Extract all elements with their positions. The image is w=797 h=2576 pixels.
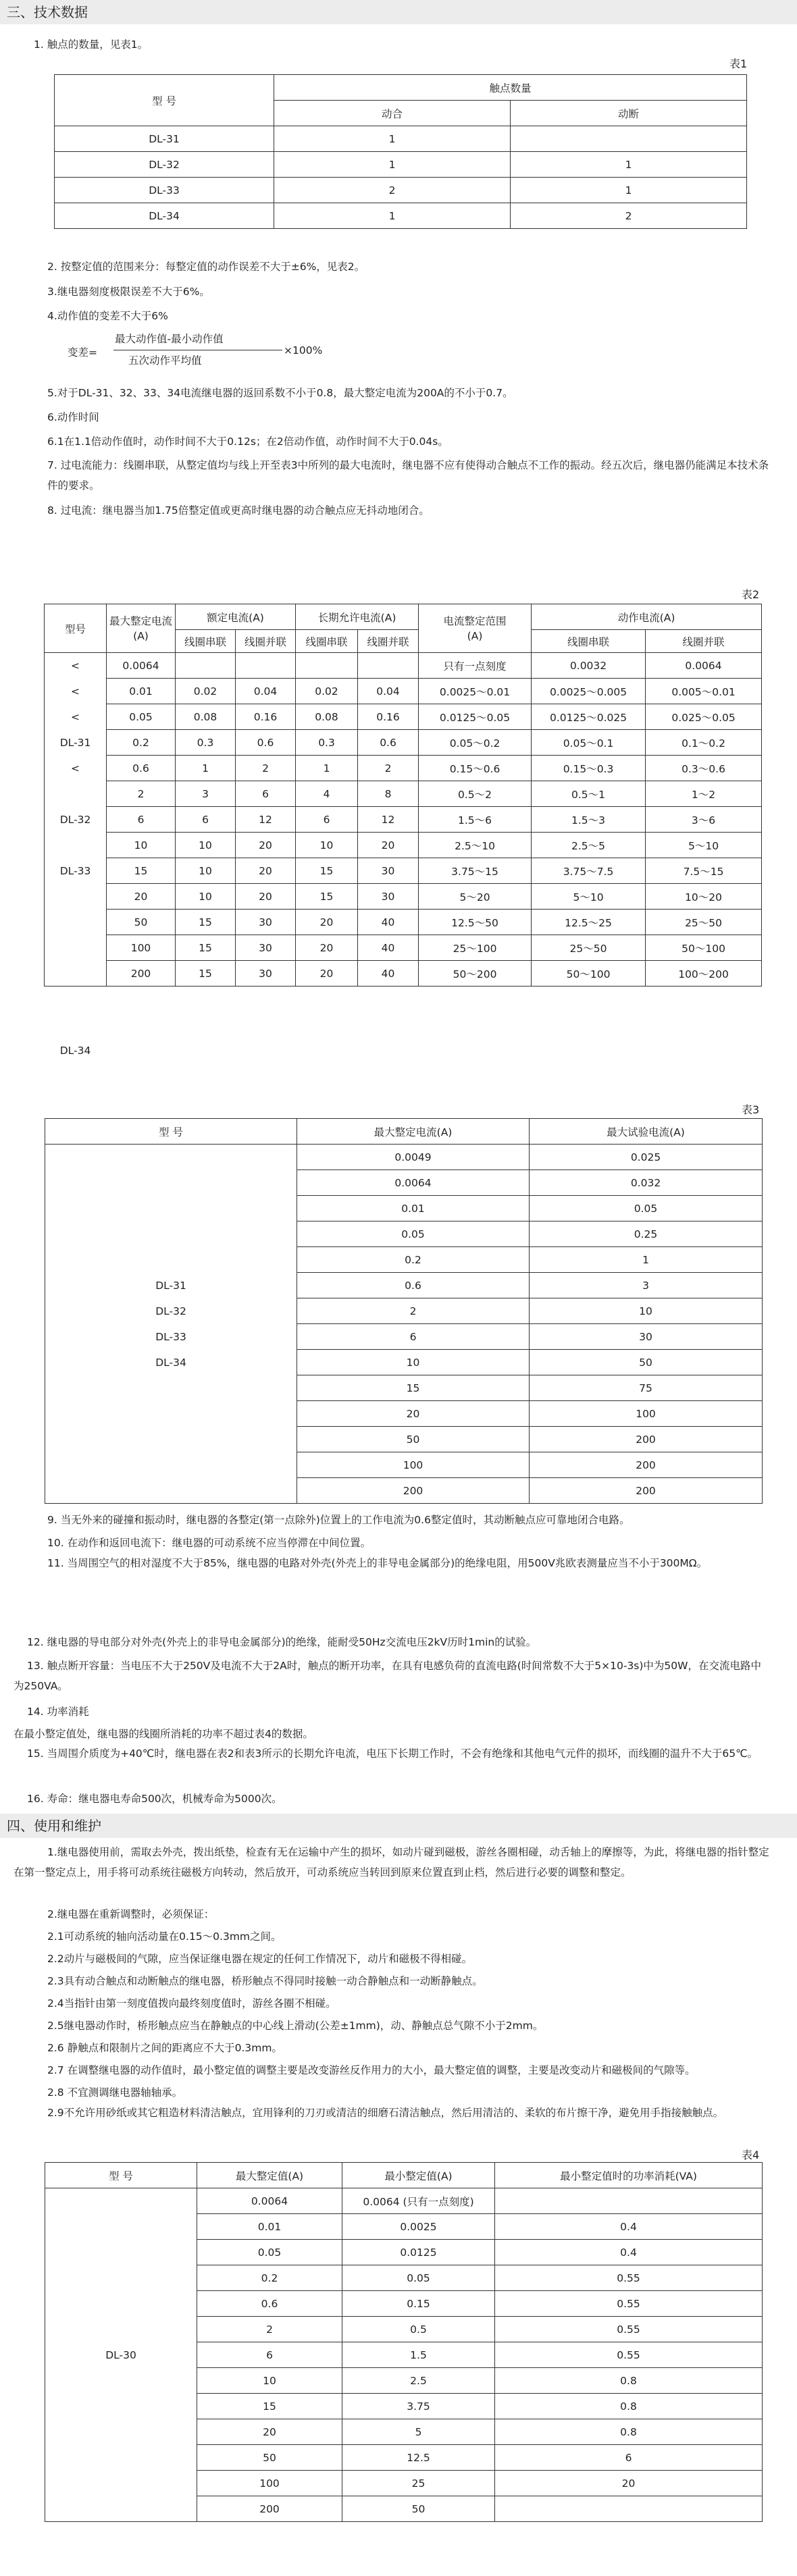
table-cell: 0.05 (197, 2240, 342, 2265)
table-cell: 1.5～6 (419, 807, 532, 833)
table-cell (296, 653, 358, 679)
table-cell: 0.01 (107, 679, 176, 704)
table-cell: DL-33 (55, 178, 274, 203)
table-cell: 2.5～10 (419, 833, 532, 858)
table2-header-rated-series: 线圈串联 (176, 630, 236, 653)
table-cell: 25 (342, 2471, 495, 2496)
table-cell: 25～100 (419, 935, 532, 961)
table3-caption: 表3 (742, 1103, 760, 1116)
table-cell: 200 (530, 1478, 763, 1504)
table-cell: 200 (297, 1478, 530, 1504)
table-cell: 0.02 (176, 679, 236, 704)
table-cell: 0.025～0.05 (646, 704, 762, 730)
table-cell: 2 (236, 756, 296, 781)
usage-item-2-8: 2.8 不宜测调继电器轴轴承。 (47, 2086, 183, 2099)
table-cell: 3.75～7.5 (532, 858, 646, 884)
table2-header-long-parallel: 线圈并联 (358, 630, 419, 653)
table-cell: 0.0049 (297, 1145, 530, 1170)
table3-header-max-test: 最大试验电流(A) (530, 1119, 763, 1145)
table3-model-label: DL-33 (155, 1330, 186, 1343)
usage-item-2-3: 2.3具有动合触点和动断触点的继电器，桥形触点不得同时接触一动合静触点和一动断静触点。 (47, 1975, 483, 1987)
table-cell: 0.6 (297, 1273, 530, 1298)
table2-header-model: 型号 (45, 604, 107, 653)
table-cell: 6 (236, 781, 296, 807)
table-cell: 20 (236, 884, 296, 910)
table-cell: 12.5～50 (419, 910, 532, 935)
table-cell (358, 653, 419, 679)
table-row (45, 910, 762, 935)
table3-model-label: DL-31 (155, 1279, 186, 1292)
table-cell: 0.0025～0.005 (532, 679, 646, 704)
table-cell: 0.005～0.01 (646, 679, 762, 704)
table3-model-label: DL-32 (155, 1305, 186, 1317)
table2-header-rated-parallel: 线圈并联 (236, 630, 296, 653)
table2-model-label: < (71, 660, 80, 672)
table-cell: 10～20 (646, 884, 762, 910)
table-cell: 0.0064 (只有一点刻度) (342, 2188, 495, 2214)
table-cell: 30 (236, 935, 296, 961)
table-cell: 5～20 (419, 884, 532, 910)
table-cell: 1 (530, 1247, 763, 1273)
table1-header-break: 动断 (511, 101, 747, 126)
table-cell: 5～10 (532, 884, 646, 910)
table-cell: 0.1～0.2 (646, 730, 762, 756)
table3-body (45, 1145, 763, 1504)
table-cell: 0.05～0.1 (532, 730, 646, 756)
table-cell: 20 (236, 833, 296, 858)
table-cell: 50 (197, 2445, 342, 2471)
table-cell: 6 (197, 2342, 342, 2368)
table-row (45, 833, 762, 858)
table1-header-contacts: 触点数量 (274, 75, 747, 101)
table-row (55, 203, 747, 229)
table-cell: 15 (176, 935, 236, 961)
table-cell: 0.55 (495, 2265, 763, 2291)
table2-model-label: DL-32 (59, 814, 91, 826)
table-cell: 200 (530, 1452, 763, 1478)
table-row (45, 704, 762, 730)
table-cell: 0.04 (358, 679, 419, 704)
table-cell: 10 (176, 858, 236, 884)
para-2: 2. 按整定值的范围来分：每整定值的动作误差不大于±6%，见表2。 (47, 261, 365, 273)
table-cell: 0.15～0.6 (419, 756, 532, 781)
table-cell: 12 (236, 807, 296, 833)
table-row (55, 152, 747, 178)
table-cell: 0.4 (495, 2240, 763, 2265)
table-cell: 100 (107, 935, 176, 961)
table-row (55, 126, 747, 152)
para-16: 16. 寿命：继电器电寿命500次，机械寿命为5000次。 (27, 1793, 282, 1805)
table-cell: 3～6 (646, 807, 762, 833)
table-cell: 15 (296, 884, 358, 910)
table-cell: 40 (358, 910, 419, 935)
para-6-1: 6.1在1.1倍动作值时，动作时间不大于0.12s；在2倍动作值，动作时间不大于0.04s。 (47, 436, 448, 448)
formula-denominator: 五次动作平均值 (128, 354, 202, 367)
table-cell: 50 (107, 910, 176, 935)
table-cell: 0.025 (530, 1145, 763, 1170)
table-cell: 3 (176, 781, 236, 807)
table-cell: 0.05～0.2 (419, 730, 532, 756)
table-cell: 0.3 (296, 730, 358, 756)
table-cell: 0.0025 (342, 2214, 495, 2240)
table-cell: 1 (296, 756, 358, 781)
table-cell: 10 (296, 833, 358, 858)
table-cell: 1 (274, 152, 511, 178)
table-cell: 20 (296, 961, 358, 987)
table-cell: 12.5 (342, 2445, 495, 2471)
table2-model-label: DL-33 (59, 865, 91, 877)
table-cell: 15 (107, 858, 176, 884)
table-cell: 0.0125 (342, 2240, 495, 2265)
table-cell: 0.5～1 (532, 781, 646, 807)
table-cell: 2 (197, 2317, 342, 2342)
para-14: 14. 功率消耗 (27, 1706, 89, 1718)
table-cell: 20 (236, 858, 296, 884)
table-cell: 1.5 (342, 2342, 495, 2368)
table-cell: 0.6 (236, 730, 296, 756)
table-cell: 15 (176, 910, 236, 935)
table-cell: 0.0025～0.01 (419, 679, 532, 704)
table-cell: 2 (274, 178, 511, 203)
para-4: 4.动作值的变差不大于6% (47, 310, 168, 322)
table-row (45, 1145, 763, 1170)
table-cell: 15 (296, 858, 358, 884)
table-cell: 0.3～0.6 (646, 756, 762, 781)
table-cell: 0.2 (197, 2265, 342, 2291)
table-cell: 200 (530, 1427, 763, 1452)
table-cell: 30 (236, 961, 296, 987)
table-cell: 2 (358, 756, 419, 781)
table3-model-label: DL-34 (155, 1356, 186, 1369)
table-row (45, 807, 762, 833)
table-cell: 1 (274, 203, 511, 229)
usage-item-2-7: 2.7 在调整继电器的动作值时，最小整定值的调整主要是改变游丝反作用力的大小，最大整定值的调整，主要是改变动片和磁极间的气隙等。 (47, 2064, 696, 2076)
table-cell: 40 (358, 935, 419, 961)
table-cell: 0.3 (176, 730, 236, 756)
table-cell: 100 (297, 1452, 530, 1478)
table-cell: 0.0032 (532, 653, 646, 679)
table-cell: 0.01 (197, 2214, 342, 2240)
table-cell: 0.04 (236, 679, 296, 704)
para-8: 8. 过电流：继电器当加1.75倍整定值或更高时继电器的动合触点应无抖动地闭合。 (47, 504, 430, 517)
table2-model-label: < (71, 685, 80, 698)
table-cell: 0.0064 (107, 653, 176, 679)
table-cell: 0.4 (495, 2214, 763, 2240)
table-cell (176, 653, 236, 679)
table2-header-long-series: 线圈串联 (296, 630, 358, 653)
table-cell: 0.05 (107, 704, 176, 730)
table-cell: 只有一点刻度 (419, 653, 532, 679)
table-cell: 0.16 (236, 704, 296, 730)
table-cell: 50 (297, 1427, 530, 1452)
table-cell: 5 (342, 2419, 495, 2445)
table-row (55, 178, 747, 203)
table-cell: 100 (530, 1401, 763, 1427)
usage-para-2: 2.继电器在重新调整时，必须保证： (47, 1908, 215, 1920)
table-cell: 25～50 (532, 935, 646, 961)
usage-para-1: 1.继电器使用前，需取去外壳，拨出纸垫，检查有无在运输中产生的损坏，如动片碰到磁极，游丝各圈相碰，动舌轴上的摩擦等，为此，将继电器的指针整定在第一整定点上，用手将可动系统往磁极方向转动，然后放开，可动系统应当转回到原来位置直到止档，然后进行必要的调整和整定。 (14, 1846, 769, 1878)
table-cell: 0.55 (495, 2317, 763, 2342)
table2-header-range: 电流整定范围(A) (419, 604, 532, 653)
table-cell: 0.0125～0.025 (532, 704, 646, 730)
table-cell (495, 2188, 763, 2214)
table-row (45, 653, 762, 679)
table2-header-action-parallel: 线圈并联 (646, 630, 762, 653)
table-cell: 30 (530, 1324, 763, 1350)
table-cell: 75 (530, 1375, 763, 1401)
table-cell: 0.05 (342, 2265, 495, 2291)
table-cell: 2.5～5 (532, 833, 646, 858)
table-row (45, 781, 762, 807)
table-cell: 6 (176, 807, 236, 833)
table4-header-min-current: 最小整定值(A) (342, 2163, 495, 2188)
table-cell: 30 (236, 910, 296, 935)
table-cell: 0.8 (495, 2419, 763, 2445)
table-cell: 15 (176, 961, 236, 987)
table-cell: 10 (297, 1350, 530, 1375)
table-cell: 0.55 (495, 2291, 763, 2317)
table-cell: 0.55 (495, 2342, 763, 2368)
table-cell: 3.75～15 (419, 858, 532, 884)
table-cell: 0.08 (296, 704, 358, 730)
table-cell: 0.25 (530, 1221, 763, 1247)
table-cell: 0.08 (176, 704, 236, 730)
table4-header-power: 最小整定值时的功率消耗(VA) (495, 2163, 763, 2188)
table2-model-label: DL-31 (59, 737, 91, 749)
table-cell: 0.6 (197, 2291, 342, 2317)
para-11: 11. 当周围空气的相对湿度不大于85%，继电器的电路对外壳(外壳上的非导电金属部分)的绝缘电阻，用500V兆欧表测量应当不小于300MΩ。 (47, 1557, 708, 1569)
table-cell: 20 (107, 884, 176, 910)
table3-header-model: 型 号 (45, 1119, 297, 1145)
table4 (45, 2162, 763, 2522)
para-5: 5.对于DL-31、32、33、34电流继电器的返回系数不小于0.8，最大整定电流为200A的不小于0.7。 (47, 387, 513, 399)
table-cell: 1.5～3 (532, 807, 646, 833)
table-cell: 20 (197, 2419, 342, 2445)
table-cell: 100～200 (646, 961, 762, 987)
table-cell: 0.0064 (646, 653, 762, 679)
table-cell: 6 (107, 807, 176, 833)
para-1: 1. 触点的数量，见表1。 (34, 38, 149, 51)
table-cell: 6 (296, 807, 358, 833)
table2-header-max-current: 最大整定电流(A) (107, 604, 176, 653)
table-cell: 2 (511, 203, 747, 229)
table3 (45, 1118, 763, 1504)
usage-item-2-6: 2.6 静触点和限制片之间的距离应不大于0.3mm。 (47, 2042, 282, 2054)
table-cell: 0.2 (297, 1247, 530, 1273)
table3-header-max-current: 最大整定电流(A) (297, 1119, 530, 1145)
table-cell: 10 (176, 833, 236, 858)
table-cell: 0.5 (342, 2317, 495, 2342)
table-cell: 1 (511, 152, 747, 178)
table-cell: 20 (495, 2471, 763, 2496)
usage-item-2-2: 2.2动片与磁极间的气隙，应当保证继电器在规定的任何工作情况下，动片和磁极不得相碰。 (47, 1953, 473, 1965)
table-cell: 20 (358, 833, 419, 858)
table-cell: 0.032 (530, 1170, 763, 1196)
usage-item-2-9: 2.9不允许用砂纸或其它粗造材料清洁触点，宜用锋利的刀刃或清洁的细磨石清洁触点，然后用清洁的、柔软的布片擦干净，避免用手指接触触点。 (47, 2107, 724, 2119)
table1-header-make: 动合 (274, 101, 511, 126)
para-3: 3.继电器刻度极限误差不大于6%。 (47, 286, 210, 298)
table-cell: 200 (107, 961, 176, 987)
table-cell: 12.5～25 (532, 910, 646, 935)
table-cell: 50～200 (419, 961, 532, 987)
table-cell: 0.6 (358, 730, 419, 756)
table-cell: 30 (358, 884, 419, 910)
para-7: 7. 过电流能力：线圈串联，从整定值均与线上开至表3中所列的最大电流时，继电器不应有使得动合触点不工作的振动。经五次后，继电器仍能满足本技术条件的要求。 (47, 459, 769, 492)
table2-model-label: < (71, 711, 80, 723)
table3-model-cell (45, 1145, 297, 1504)
table-cell: 3.75 (342, 2394, 495, 2419)
table-cell: DL-31 (55, 126, 274, 152)
table-cell: 0.2 (107, 730, 176, 756)
table-cell: 50 (530, 1350, 763, 1375)
table-cell (511, 126, 747, 152)
table-row (45, 730, 762, 756)
table-cell: 0.05 (297, 1221, 530, 1247)
table-row (45, 961, 762, 987)
table-cell: 10 (197, 2368, 342, 2394)
table-cell: 2 (297, 1298, 530, 1324)
table-cell: 0.16 (358, 704, 419, 730)
table-row (45, 2188, 763, 2214)
table-cell: 2.5 (342, 2368, 495, 2394)
table1 (54, 74, 747, 229)
table2-header-rated: 额定电流(A) (176, 604, 296, 630)
table4-caption: 表4 (742, 2149, 760, 2161)
table2-header-action: 动作电流(A) (532, 604, 762, 630)
table-cell: 200 (197, 2496, 342, 2522)
table2-header-action-series: 线圈串联 (532, 630, 646, 653)
table-cell: 50～100 (532, 961, 646, 987)
table-row (45, 756, 762, 781)
table-cell: 1 (176, 756, 236, 781)
table-cell: 0.5～2 (419, 781, 532, 807)
para-9: 9. 当无外来的碰撞和振动时，继电器的各整定(第一点除外)位置上的工作电流为0.6整定值时，其动断触点应可靠地闭合电路。 (47, 1514, 630, 1526)
para-13: 13. 触点断开容量：当电压不大于250V及电流不大于2A时，触点的断开功率，在具有电感负荷的直流电路(时间常数不大于5×10-3s)中为50W，在交流电路中为250VA。 (14, 1660, 761, 1692)
table-cell: 50 (342, 2496, 495, 2522)
table-cell: 12 (358, 807, 419, 833)
table-cell: 0.6 (107, 756, 176, 781)
table-cell: 10 (176, 884, 236, 910)
table1-header-model: 型 号 (55, 75, 274, 126)
table-cell: 0.02 (296, 679, 358, 704)
table-cell: 0.15～0.3 (532, 756, 646, 781)
table-cell: 0.0064 (297, 1170, 530, 1196)
table-cell: 15 (297, 1375, 530, 1401)
table4-header-max-current: 最大整定值(A) (197, 2163, 342, 2188)
table-row (45, 884, 762, 910)
table-cell: 10 (530, 1298, 763, 1324)
table-cell: 3 (530, 1273, 763, 1298)
table-cell: 20 (297, 1401, 530, 1427)
table-cell: 20 (296, 935, 358, 961)
table-cell: 0.8 (495, 2368, 763, 2394)
table-row (45, 858, 762, 884)
formula-numerator: 最大动作值-最小动作值 (115, 333, 224, 345)
table-cell: 20 (296, 910, 358, 935)
para-15: 15. 当周围介质度为+40℃时，继电器在表2和表3所示的长期允许电流，电压下长期工作时，不会有绝缘和其他电气元件的损坏，而线圈的温升不大于65℃。 (27, 1747, 759, 1760)
table4-body (45, 2188, 763, 2522)
para-10: 10. 在动作和返回电流下：继电器的可动系统不应当停滞在中间位置。 (47, 1537, 371, 1549)
table-cell: 4 (296, 781, 358, 807)
table-cell: 30 (358, 858, 419, 884)
table-cell: DL-34 (55, 203, 274, 229)
table2-caption: 表2 (742, 588, 760, 601)
table-cell: 5～10 (646, 833, 762, 858)
table2-model-cell (45, 653, 107, 1057)
table-cell: 40 (358, 961, 419, 987)
table-row (45, 679, 762, 704)
table2-model-label: DL-34 (59, 1045, 91, 1057)
table-cell: 1 (511, 178, 747, 203)
table-cell (236, 653, 296, 679)
table2-header-long-term: 长期允许电流(A) (296, 604, 419, 630)
table-cell: 0.0125～0.05 (419, 704, 532, 730)
table-cell: 10 (107, 833, 176, 858)
table4-header-model: 型 号 (45, 2163, 197, 2188)
variance-formula (68, 331, 405, 371)
table2-body (45, 653, 762, 1057)
usage-item-2-1: 2.1可动系统的轴向活动量在0.15～0.3mm之间。 (47, 1930, 282, 1943)
table-cell: 7.5～15 (646, 858, 762, 884)
table-cell: 1 (274, 126, 511, 152)
table-cell: 6 (297, 1324, 530, 1350)
section-title-usage: 四、使用和维护 (0, 1814, 797, 1838)
table-row (45, 935, 762, 961)
table-cell: DL-32 (55, 152, 274, 178)
para-6: 6.动作时间 (47, 411, 99, 423)
table-cell (495, 2496, 763, 2522)
table-cell: 6 (495, 2445, 763, 2471)
table1-caption: 表1 (729, 57, 748, 70)
section-title-tech-data: 三、技术数据 (0, 0, 797, 24)
table-cell: 25～50 (646, 910, 762, 935)
table2 (44, 604, 762, 1057)
table2-model-label: < (71, 762, 80, 774)
table-cell: 0.0064 (197, 2188, 342, 2214)
usage-item-2-4: 2.4当指针由第一刻度值拨向最终刻度值时，游丝各圈不相碰。 (47, 1997, 336, 2009)
table-cell: 50～100 (646, 935, 762, 961)
formula-lhs: 变差= (68, 346, 97, 359)
table-cell: 1～2 (646, 781, 762, 807)
table-cell: 0.15 (342, 2291, 495, 2317)
table4-model-cell: DL-30 (45, 2188, 197, 2522)
table-cell: 0.05 (530, 1196, 763, 1221)
para-14-body: 在最小整定值处，继电器的线圈所消耗的功率不超过表4的数据。 (14, 1728, 313, 1740)
table-cell: 8 (358, 781, 419, 807)
para-12: 12. 继电器的导电部分对外壳(外壳上的非导电金属部分)的绝缘，能耐受50Hz交流电压2kV历时1min的试验。 (27, 1636, 537, 1648)
table-cell: 15 (197, 2394, 342, 2419)
usage-item-2-5: 2.5继电器动作时，桥形触点应当在静触点的中心线上滑动(公差±1mm)，动、静触点总气隙不小于2mm。 (47, 2020, 544, 2032)
formula-suffix: ×100% (284, 344, 323, 357)
table-cell: 0.01 (297, 1196, 530, 1221)
table-cell: 100 (197, 2471, 342, 2496)
table-cell: 0.8 (495, 2394, 763, 2419)
table-cell: 2 (107, 781, 176, 807)
